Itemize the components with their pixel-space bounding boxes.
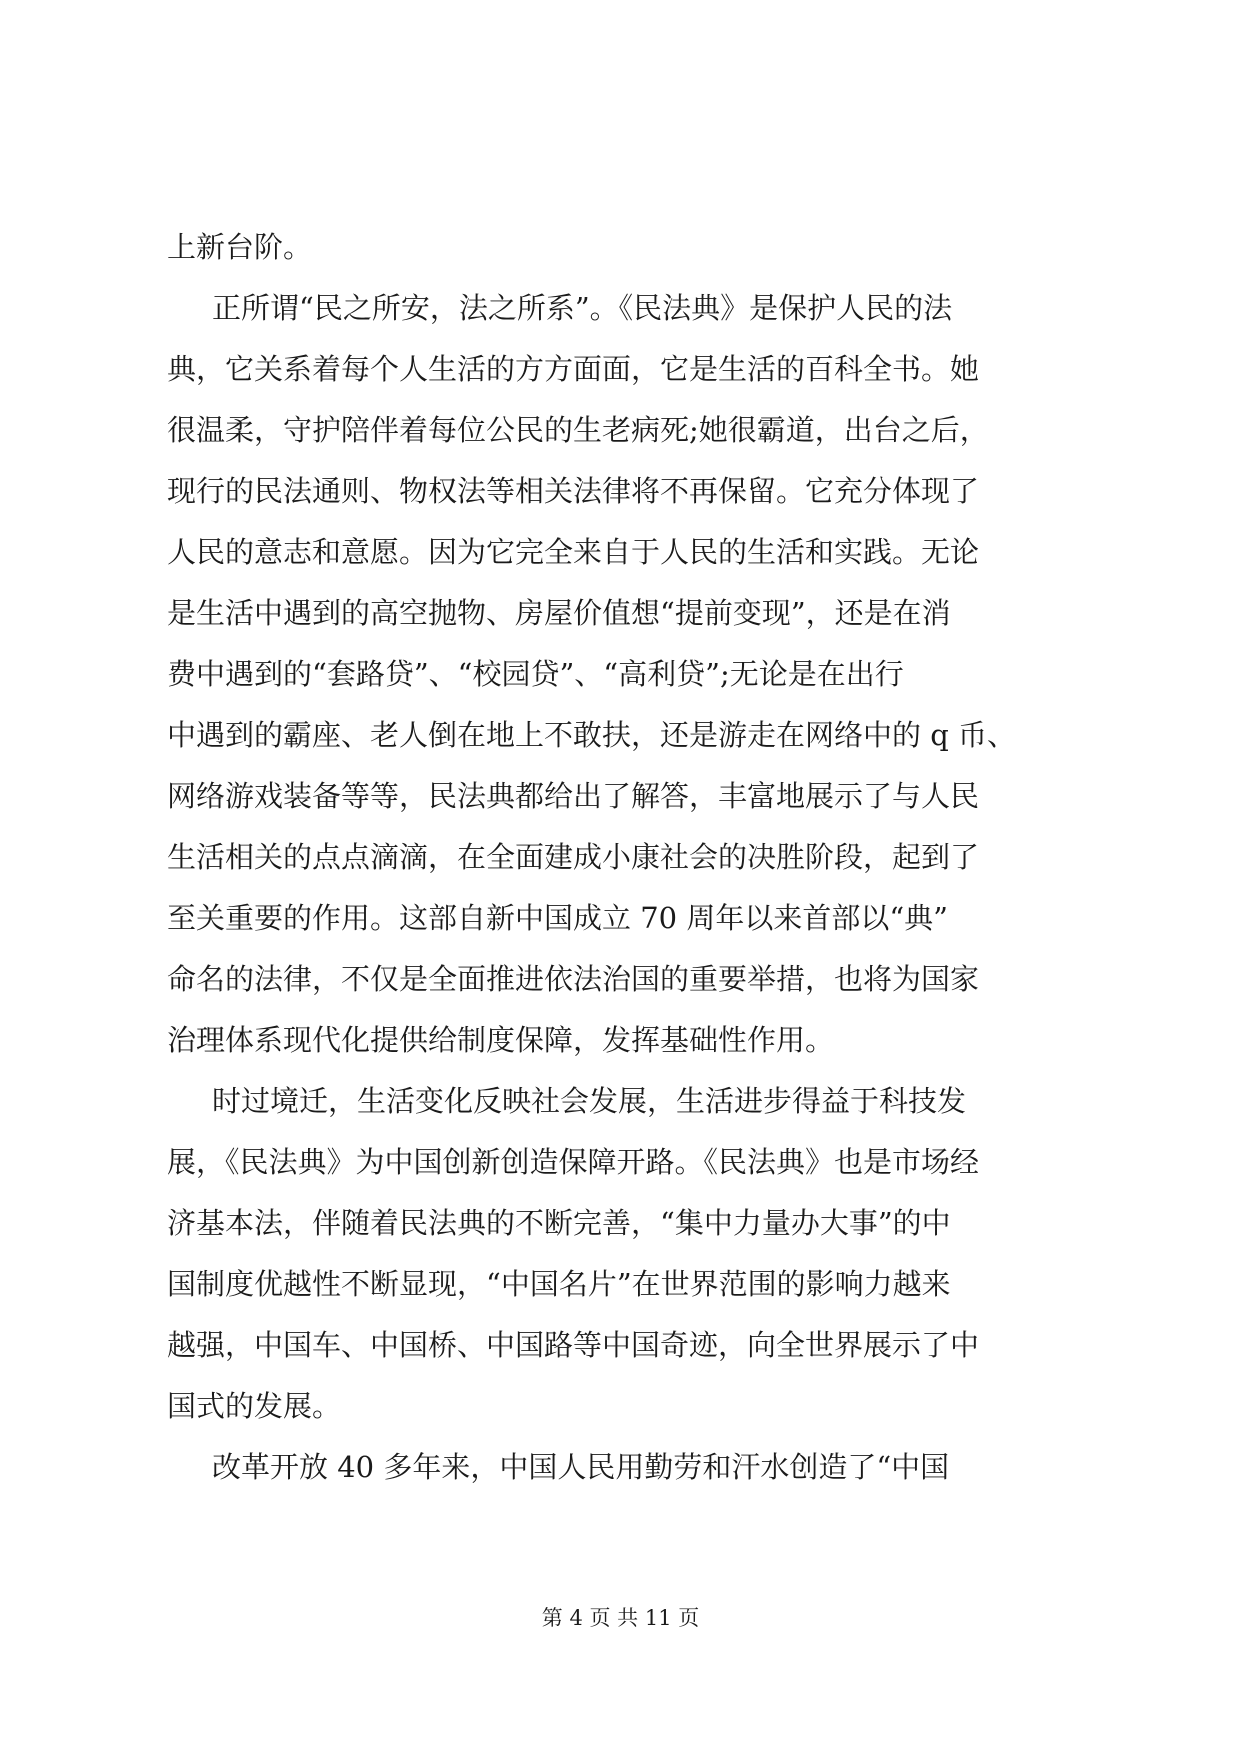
text-line: 国式的发展。: [167, 1389, 342, 1423]
text-line: 国制度优越性不断显现，“中国名片”在世界范围的影响力越来: [167, 1267, 951, 1301]
text-line: 至关重要的作用。这部自新中国成立 70 周年以来首部以“典”: [167, 901, 948, 935]
text-line: 越强，中国车、中国桥、中国路等中国奇迹，向全世界展示了中: [167, 1328, 980, 1362]
text-line: 治理体系现代化提供给制度保障，发挥基础性作用。: [167, 1023, 835, 1057]
text-line: 上新台阶。: [167, 230, 313, 264]
text-line: 典，它关系着每个人生活的方方面面，它是生活的百科全书。她: [167, 352, 980, 386]
page-number-footer: 第 4 页 共 11 页: [541, 1606, 700, 1630]
text-line: 网络游戏装备等等，民法典都给出了解答，丰富地展示了与人民: [167, 779, 980, 813]
text-line: 费中遇到的“套路贷”、“校园贷”、“高利贷”;无论是在出行: [167, 657, 904, 691]
text-line: 是生活中遇到的高空抛物、房屋价值想“提前变现”，还是在消: [167, 596, 951, 630]
text-line: 时过境迁，生活变化反映社会发展，生活进步得益于科技发: [212, 1084, 967, 1118]
text-line: 正所谓“民之所安，法之所系”。《民法典》是保护人民的法: [212, 291, 953, 325]
text-line: 命名的法律，不仅是全面推进依法治国的重要举措，也将为国家: [167, 962, 980, 996]
text-line: 人民的意志和意愿。因为它完全来自于人民的生活和实践。无论: [167, 535, 980, 569]
text-line: 中遇到的霸座、老人倒在地上不敢扶，还是游走在网络中的 q 币、: [167, 718, 1017, 752]
text-line: 生活相关的点点滴滴，在全面建成小康社会的决胜阶段，起到了: [167, 840, 980, 874]
text-line: 展，《民法典》为中国创新创造保障开路。《民法典》也是市场经: [167, 1145, 980, 1179]
text-line: 现行的民法通则、物权法等相关法律将不再保留。它充分体现了: [167, 474, 980, 508]
text-line: 济基本法，伴随着民法典的不断完善，“集中力量办大事”的中: [167, 1206, 951, 1240]
text-line: 很温柔，守护陪伴着每位公民的生老病死;她很霸道，出台之后，: [167, 413, 989, 447]
text-line: 改革开放 40 多年来，中国人民用勤劳和汗水创造了“中国: [212, 1450, 950, 1484]
